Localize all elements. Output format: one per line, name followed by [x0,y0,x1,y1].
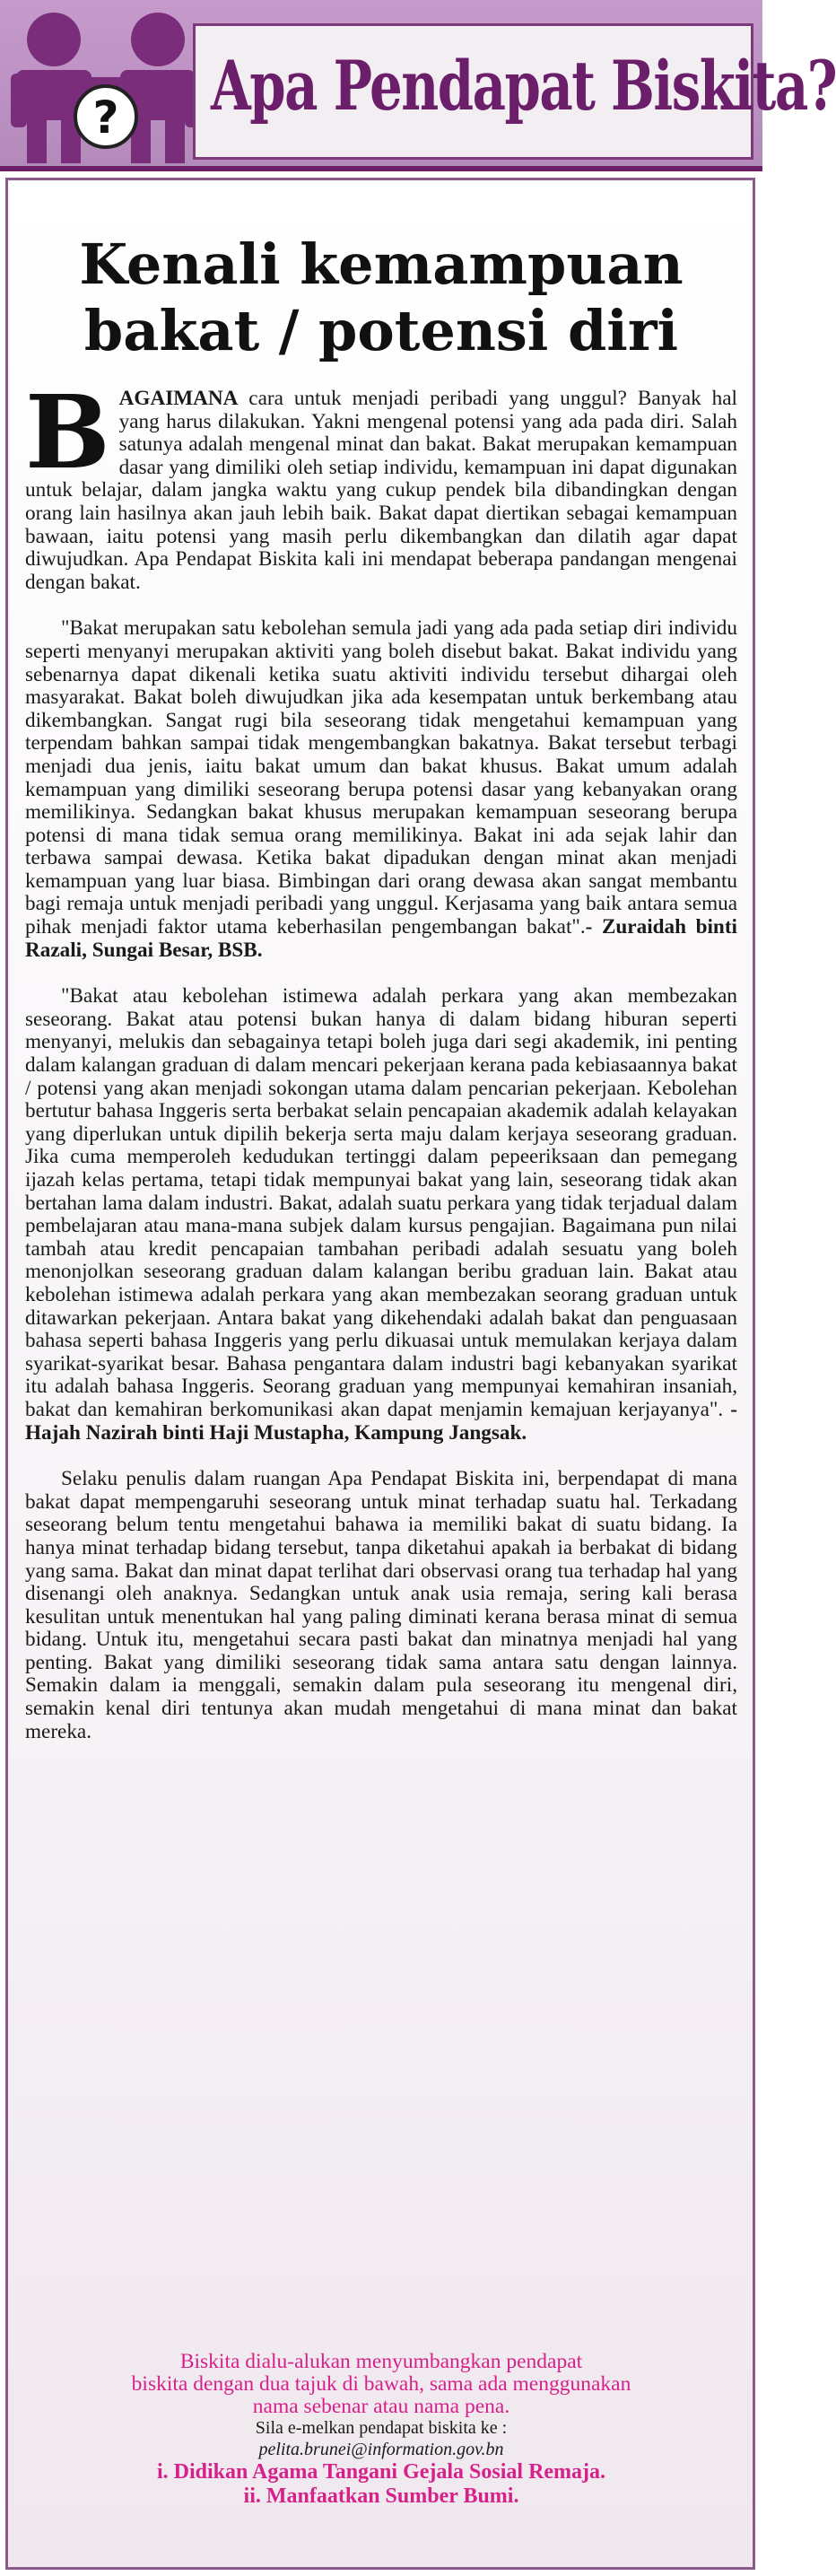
email-link[interactable]: pelita.brunei@information.gov.bn [258,2440,504,2459]
paragraph-conclusion [25,1468,737,1743]
article-headline [0,231,762,364]
intro-text: cara untuk menjadi peribadi yang unggul? Banyak hal yang harus dilakukan. Yakni mengenal potensi yang ada pada diri. Salah satunya adalah mengenal minat dan bakat. Bakat merupakan kemampuan dasar yang dimiliki oleh setiap individu, kemampuan ini dapat digunakan untuk belajar, dalam jangka waktu yang cukup pendek bila dibandingkan dengan orang lain hasilnya akan jauh lebih baik. Bakat dapat diertikan sebagai kemampuan bawaan, iaitu potensi yang masih perlu dikembangkan dan dilatih agar dapat diwujudkan. Apa Pendapat Biskita kali ini mendapat beberapa pandangan mengenai dengan bakat. [25,387,737,594]
opinion-2-text: "Bakat atau kebolehan istimewa adalah perkara yang akan membezakan seseorang. Bakat atau potensi bukan hanya di dalam bidang hiburan seperti menyanyi, melukis dan sebagainya tetapi boleh juga dari segi akademik, ini penting dalam kalangan graduan di dalam mencari pekerjaan kerana pada kebiasaannya bakat / potensi yang akan menjadi sokongan utama dalam pencarian pekerjaan. Kebolehan bertutur bahasa Inggeris serta berbakat selain pencapaian akademik adalah kelayakan yang diperlukan untuk dipilih bekerja serta maju dalam kerjaya seseorang graduan. Jika cuma memperoleh kedudukan tertinggi dalam pepeeriksaan dan pemegang ijazah kelas pertama, tetapi tidak mempunyai bakat yang lain, seseorang tidak akan bertahan lama dalam industri. Bakat, adalah suatu perkara yang tidak terjadual dalam pembelajaran atau mana-mana subjek dalam kursus pengajian. Bagaimana pun nilai tambah atau kredit pencapaian tambahan peribadi adalah sesuatu yang boleh menonjolkan seseorang graduan dalam kalangan beribu graduan lain. Bakat atau kebolehan istimewa adalah perkara yang akan membezakan seorang graduan untuk ditawarkan pekerjaan. Antara bakat yang dikehendaki adalah bakat dan penguasaan bahasa seperti bahasa Inggeris yang perlu dikuasai untuk memulakan kerjaya dalam syarikat-syarikat besar. Bahasa pengantara dalam industri bagi kebanyakan syarikat itu adalah bahasa Inggeris. Seorang graduan yang mempunyai kemahiran insaniah, bakat dan kemahiran berkomunikasi akan dapat menjamin kemajuan kerjayanya". [25,984,737,1421]
conclusion-text: Selaku penulis dalam ruangan Apa Pendapat Biskita ini, berpendapat di mana bakat dapat mempengaruhi seseorang untuk minat terhadap suatu hal. Terkadang seseorang belum tentu mengetahui bahawa ia memiliki bakat di suatu bidang. Ia hanya minat terhadap bidang tersebut, tanpa diketahui apakah ia berbakat di bidang yang sama. Bakat dan minat dapat terlihat dari observasi orang tua terhadap hal yang disenangi oleh anaknya. Sedangkan untuk anak usia remaja, sering kali berasa kesulitan untuk menentukan hal yang paling diminati kerana berasa minat di semua bidang. Untuk itu, mengetahui secara pasti bakat dan minatnya menjadi hal yang penting. Bakat yang dimiliki seseorang tidak sama antara satu dengan lainnya. Semakin dalam ia menggali, semakin dalam pula seseorang itu mengenal diri, semakin kenal diri tentunya akan mudah mengetahui di mana minat dan bakat mereka. [25,1467,737,1743]
opinion-2-byline: - Hajah Nazirah binti Haji Mustapha, Kampung Jangsak. [25,1397,737,1445]
drop-cap: B [25,374,110,492]
two-people-question-icon [7,5,205,163]
topic-1: i. Didikan Agama Tangani Gejala Sosial Remaja. [156,2460,606,2484]
lead-word: AGAIMANA [118,387,239,410]
svg-text:?: ? [92,92,119,144]
topic-2: ii. Manfaatkan Sumber Bumi. [243,2484,519,2508]
section-title: Apa Pendapat Biskita? [211,46,836,126]
submission-footer [25,2351,737,2509]
opinion-1-byline: - Zuraidah binti Razali, Sungai Besar, BSB. [25,915,737,962]
paragraph-opinion-2 [25,985,737,1445]
paragraph-intro [25,374,737,594]
invite-line-1: Biskita dialu-alukan menyumbangkan pendapat [179,2350,583,2373]
paragraph-opinion-1 [25,617,737,962]
invite-line-2: biskita dengan dua tajuk di bawah, sama ada menggunakan [131,2372,631,2396]
invite-line-3: nama sebenar atau nama pena. [252,2395,510,2418]
opinion-1-text: "Bakat merupakan satu kebolehan semula jadi yang ada pada setiap diri individu seperti menyanyi merupakan aktiviti yang boleh disebut bakat. Bakat individu yang sebenarnya dapat dikenali ketika suatu aktiviti individu tersebut dihargai oleh masyarakat. Bakat boleh diwujudkan jika ada kesempatan untuk berkembang atau dikembangkan. Sangat rugi bila seseorang tidak mengetahui kemampuan yang terpendam bahkan sampai tidak mengembangkan bakatnya. Bakat tersebut terbagi menjadi dua jenis, iaitu bakat umum dan bakat khusus. Bakat umum adalah kemampuan yang dimiliki seseorang berupa potensi dasar yang kebanyakan orang memilikinya. Sedangkan bakat khusus merupakan kemampuan seseorang berupa potensi di mana tidak semua orang memilikinya. Bakat ini ada sejak lahir dan terbawa sampai dewasa. Ketika bakat dipadukan dengan minat akan menjadi kemampuan yang luar biasa. Bimbingan dari orang dewasa akan sangat membantu bagi remaja untuk menjadi peribadi yang unggul. Kerjasama yang baik antara semua pihak menjadi faktor utama keberhasilan pengembangan bakat". [25,616,737,939]
email-label: Sila e-melkan pendapat biskita ke : [255,2418,508,2438]
article-body [25,374,737,1767]
headline-line-1: Kenali kemampuan [79,231,684,297]
header-banner [0,0,836,171]
headline-line-2: bakat / potensi diri [83,298,679,363]
